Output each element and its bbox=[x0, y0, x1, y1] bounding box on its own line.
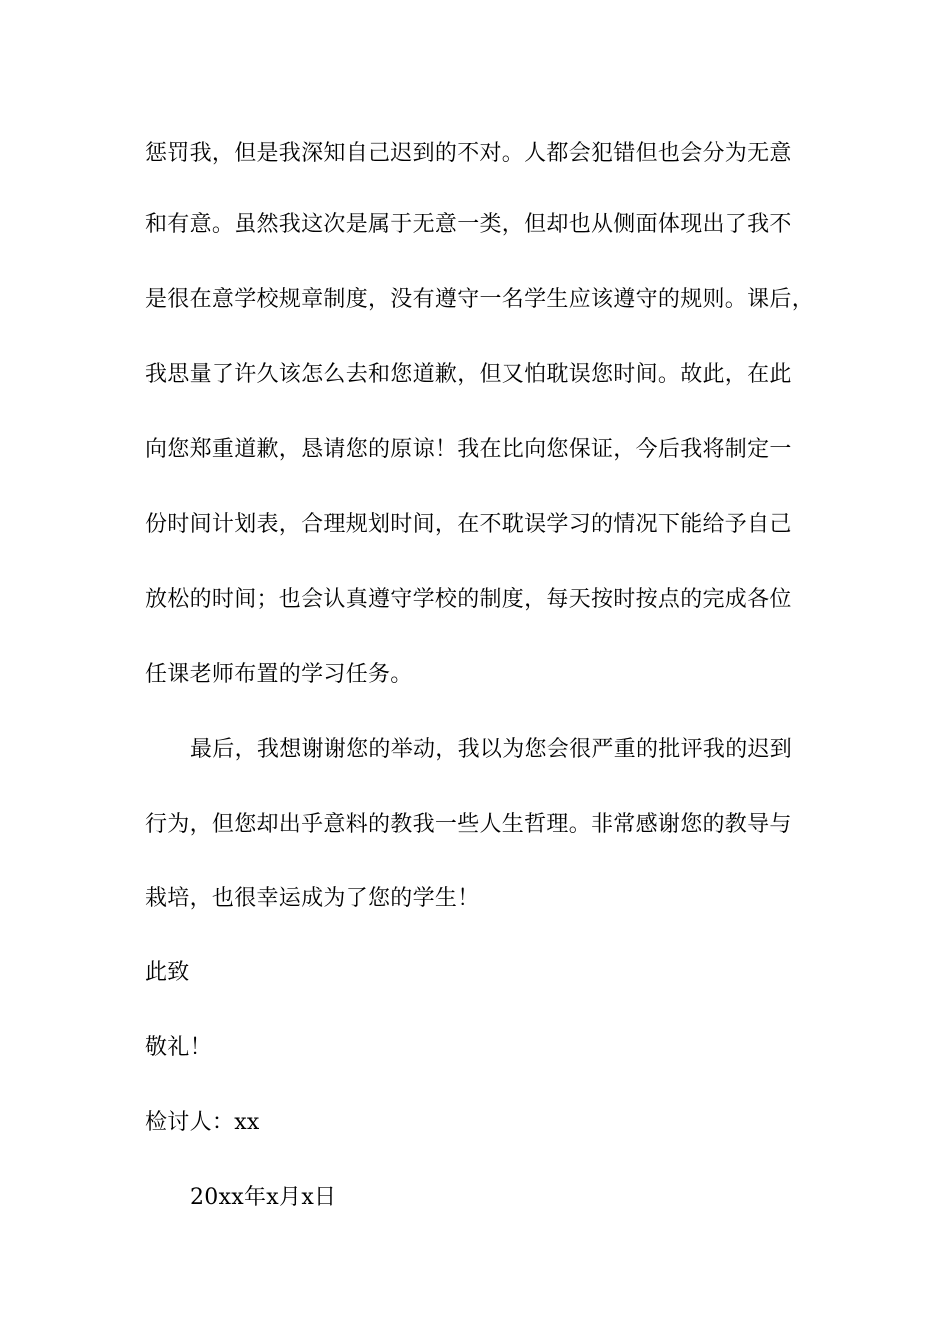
closing-paragraph-line: 栽培，也很幸运成为了您的学生！ bbox=[145, 886, 480, 911]
closing-paragraph-line: 最后，我想谢谢您的举动，我以为您会很严重的批评我的迟到 bbox=[190, 737, 793, 762]
body-line: 份时间计划表，合理规划时间，在不耽误学习的情况下能给予自己 bbox=[145, 512, 792, 537]
salutation-line: 此致 bbox=[145, 960, 190, 985]
body-line: 是很在意学校规章制度，没有遵守一名学生应该遵守的规则。课后， bbox=[145, 287, 815, 312]
body-line: 放松的时间；也会认真遵守学校的制度，每天按时按点的完成各位 bbox=[145, 587, 792, 612]
body-line: 和有意。虽然我这次是属于无意一类，但却也从侧面体现出了我不 bbox=[145, 212, 792, 237]
body-line: 我思量了许久该怎么去和您道歉，但又怕耽误您时间。故此，在此 bbox=[145, 362, 792, 387]
body-line: 惩罚我，但是我深知自己迟到的不对。人都会犯错但也会分为无意 bbox=[145, 141, 792, 166]
salutation-line: 敬礼！ bbox=[145, 1035, 212, 1060]
body-line: 向您郑重道歉，恳请您的原谅！我在比向您保证，今后我将制定一 bbox=[145, 437, 792, 462]
closing-paragraph-line: 行为，但您却出乎意料的教我一些人生哲理。非常感谢您的教导与 bbox=[145, 812, 792, 837]
date-line: 20xx年x月x日 bbox=[190, 1185, 337, 1210]
signature-line: 检讨人：xx bbox=[145, 1110, 260, 1135]
body-line: 任课老师布置的学习任务。 bbox=[145, 662, 413, 687]
